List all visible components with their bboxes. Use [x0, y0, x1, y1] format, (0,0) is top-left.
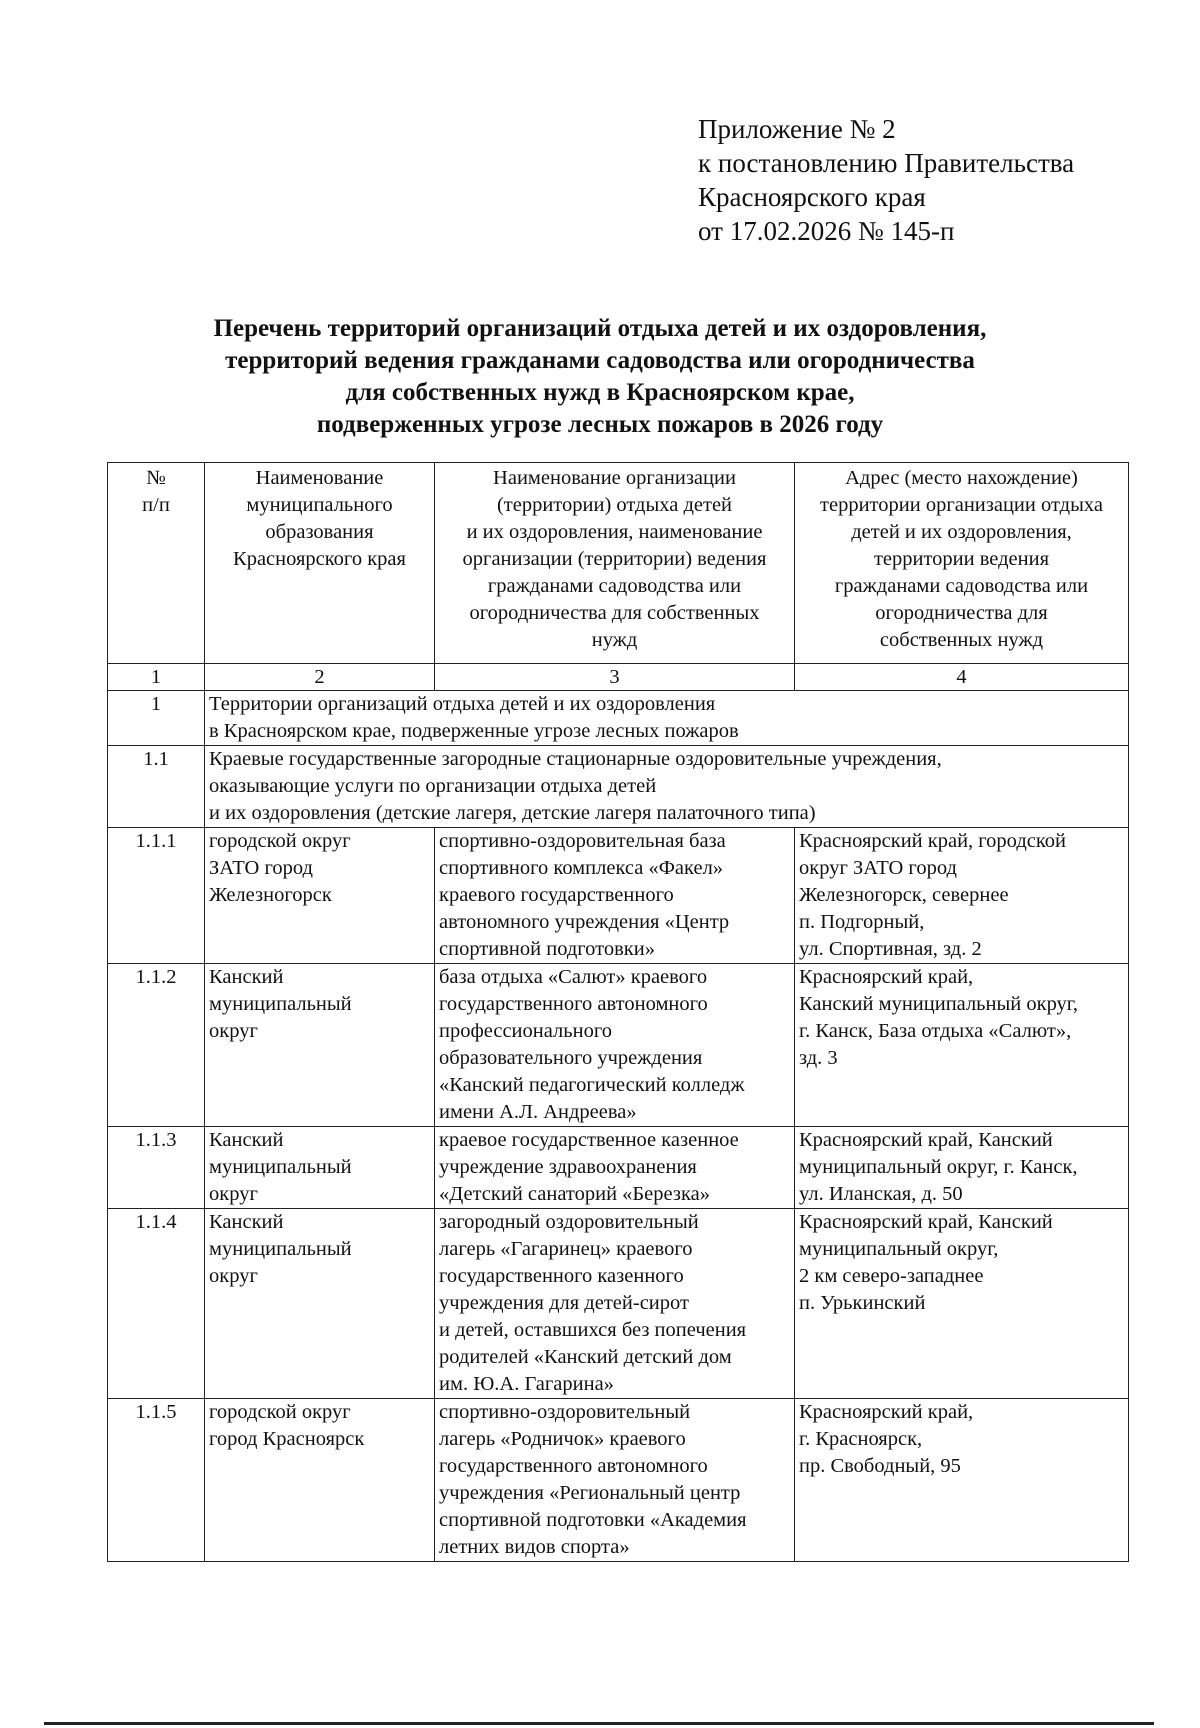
row-number: 1.1.5 [108, 1399, 205, 1562]
table-row [108, 1399, 1129, 1562]
table-header-row [108, 463, 1129, 664]
column-number: 4 [795, 664, 1129, 691]
municipality-cell: городской округ ЗАТО город Железногорск [205, 828, 435, 964]
municipality-cell: Канский муниципальный округ [205, 964, 435, 1127]
column-number: 3 [435, 664, 795, 691]
title-line: для собственных нужд в Красноярском крае, [345, 379, 855, 406]
organization-cell: краевое государственное казенное учреждение здравоохранения «Детский санаторий «Березка» [435, 1127, 795, 1209]
title-line: подверженных угрозе лесных пожаров в 2026 году [316, 411, 884, 438]
row-number: 1.1.4 [108, 1209, 205, 1399]
row-number: 1.1.1 [108, 828, 205, 964]
row-number: 1.1.3 [108, 1127, 205, 1209]
subsection-title: Краевые государственные загородные стационарные оздоровительные учреждения, оказывающие услуги по организации отдыха детей и их оздоровления (детские лагеря, детские лагеря палаточного типа) [205, 746, 1129, 828]
header-municipality: Наименование муниципального образования Красноярского края [205, 463, 435, 664]
appendix-line: от 17.02.2026 № 145-п [698, 216, 955, 246]
appendix-block [698, 112, 1074, 248]
section-row [108, 691, 1129, 746]
organization-cell: спортивно-оздоровительная база спортивного комплекса «Факел» краевого государственного автономного учреждения «Центр спортивной подготовки» [435, 828, 795, 964]
organization-cell: спортивно-оздоровительный лагерь «Родничок» краевого государственного автономного учреждения «Региональный центр спортивной подготовки «Академия летних видов спорта» [435, 1399, 795, 1562]
municipality-cell: городской округ город Красноярск [205, 1399, 435, 1562]
address-cell: Красноярский край, городской округ ЗАТО город Железногорск, севернее п. Подгорный, ул. Спортивная, зд. 2 [795, 828, 1129, 964]
appendix-line: Приложение № 2 [698, 114, 896, 144]
column-number: 1 [108, 664, 205, 691]
municipality-cell: Канский муниципальный округ [205, 1209, 435, 1399]
address-cell: Красноярский край, г. Красноярск, пр. Свободный, 95 [795, 1399, 1129, 1562]
address-cell: Красноярский край, Канский муниципальный округ, 2 км северо-западнее п. Урькинский [795, 1209, 1129, 1399]
title-line: Перечень территорий организаций отдыха детей и их оздоровления, [213, 315, 987, 342]
organization-cell: загородный оздоровительный лагерь «Гагаринец» краевого государственного казенного учреждения для детей-сирот и детей, оставшихся без попечения родителей «Канский детский дом им. Ю.А. Гагарина» [435, 1209, 795, 1399]
appendix-line: к постановлению Правительства [698, 148, 1075, 178]
address-cell: Красноярский край, Канский муниципальный округ, г. Канск, ул. Иланская, д. 50 [795, 1127, 1129, 1209]
page-bottom-divider [44, 1722, 1154, 1725]
appendix-line: Красноярского края [698, 182, 926, 212]
header-address: Адрес (место нахождение) территории организации отдыха детей и их оздоровления, территории ведения гражданами садоводства или огородничества для собственных нужд [795, 463, 1129, 664]
column-number: 2 [205, 664, 435, 691]
table-row [108, 1209, 1129, 1399]
address-cell: Красноярский край, Канский муниципальный округ, г. Канск, База отдыха «Салют», зд. 3 [795, 964, 1129, 1127]
table-row [108, 828, 1129, 964]
column-number-row [108, 664, 1129, 691]
row-number: 1.1.2 [108, 964, 205, 1127]
table-row [108, 1127, 1129, 1209]
municipality-cell: Канский муниципальный округ [205, 1127, 435, 1209]
section-number: 1 [108, 691, 205, 746]
table-row [108, 964, 1129, 1127]
organization-cell: база отдыха «Салют» краевого государственного автономного профессионального образовательного учреждения «Канский педагогический колледж имени А.Л. Андреева» [435, 964, 795, 1127]
territories-table [107, 462, 1129, 1562]
header-number: № п/п [108, 463, 205, 664]
subsection-row [108, 746, 1129, 828]
header-organization: Наименование организации (территории) отдыха детей и их оздоровления, наименование организации (территории) ведения гражданами садоводства или огородничества для собственных нужд [435, 463, 795, 664]
subsection-number: 1.1 [108, 746, 205, 828]
document-title [120, 313, 1080, 441]
title-line: территорий ведения гражданами садоводства или огородничества [225, 347, 975, 374]
section-title: Территории организаций отдыха детей и их оздоровления в Красноярском крае, подверженные угрозе лесных пожаров [205, 691, 1129, 746]
